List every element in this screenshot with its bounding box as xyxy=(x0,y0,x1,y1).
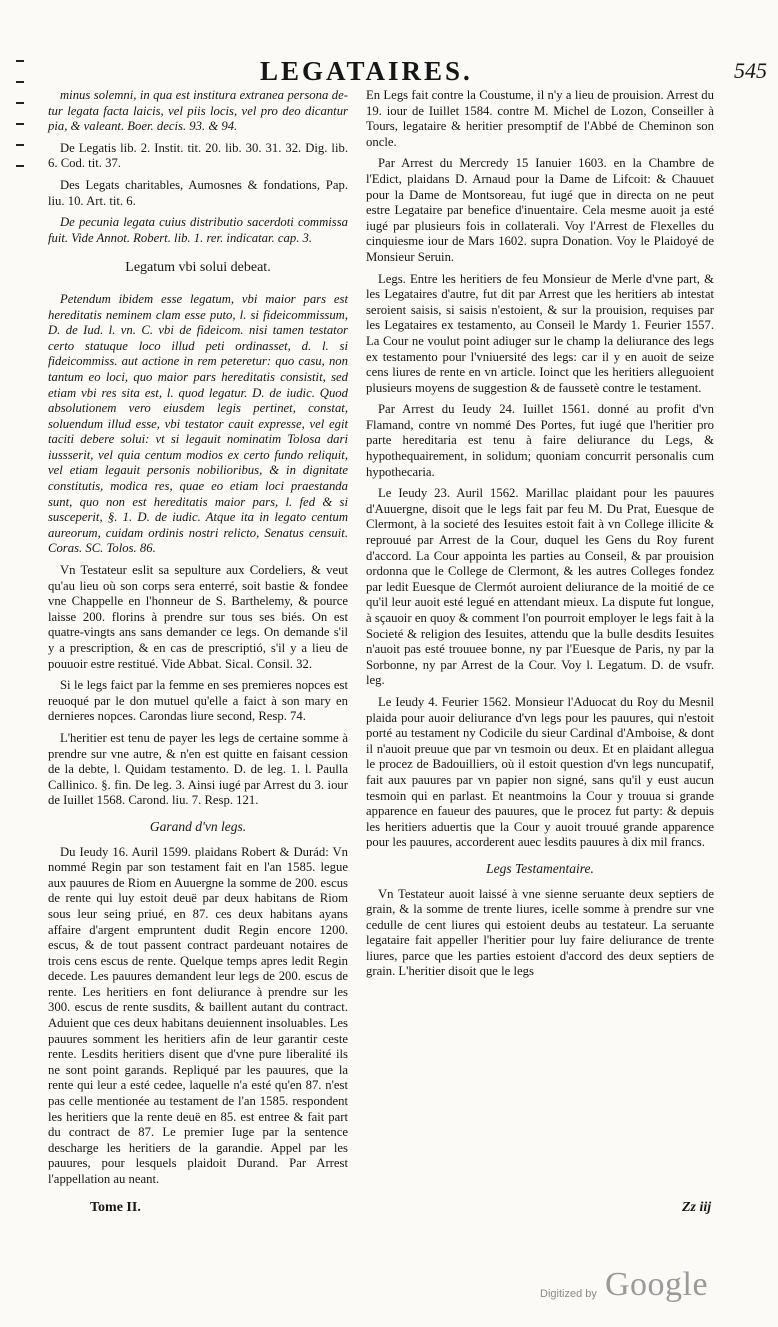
page-header xyxy=(0,52,778,86)
section-heading: Legatum vbi solui debeat. xyxy=(125,260,271,276)
latin-paragraph: De pecunia legata cuius distributio sacerdoti commissa fuit. Vide Annot. Robert. lib. 1. rer. indicatar. cap. 3. xyxy=(48,215,348,245)
left-column xyxy=(48,88,348,1194)
paragraph: L'heritier est tenu de payer les legs de certaine somme à prendre sur vne autre, & n'en est quitte en faisant cession de la debte, l. Quidam testamento. D. de leg. 1. l. Paulla Callinico. §. fin. De leg. 3. Ainsi iugé par Arrest du 3. iour de Iuillet 1568. Carond. liu. 7. Resp. 121. xyxy=(48,730,348,808)
margin-mark xyxy=(16,144,24,146)
margin-marks xyxy=(6,60,30,190)
margin-mark xyxy=(16,102,24,104)
paragraph: De Legatis lib. 2. Instit. tit. 20. lib. 30. 31. 32. Dig. lib. 6. Cod. tit. 37. xyxy=(48,140,348,171)
google-logo: Google xyxy=(605,1266,709,1303)
running-head: LEGATAIRES. xyxy=(260,56,473,86)
paragraph: Du Ieudy 16. Auril 1599. plaidans Robert & Durád: Vn nommé Regin par son testament fait en l'an 1585. legue aux pauures de Riom en Auuergne la somme de 200. escus de rente qui luy estoit deuë par deux habitans de Riom sous leur seing priué, en 87. ces deux habitans ayans affaire d'argent empruntent dudit Regin encore 1200. escus, & de tout passent contract pardeuant notaires de trois cens escus de rente. Quelque temps apres ledit Regin decede. Les pauures demandent leur legs de 200. escus de rente. Les heritiers en font deliurance à prendre sur les 300. escus de rente susdits, & baillent autant du contract. Aduient que ces deux habitans deuiennent insoluables. Les pauures somment les heritiers afin de leur garantir ceste rente. Lesdits heritiers disent que d'vne pure liberalité ils ne sont point garands. Repliqué par les pauures, que la rente qui leur a esté cedee, laquelle n'a esté qu'en 87. n'est pas celle mentionée au testament de l'an 1585. respondent les heritiers que la rente deuë en 85. est entree & fait part du contract de 87. Le premier Iuge par la sentence descharge les heritiers de la garandie. Appel par les pauures, pour lesquels plaidoit Durand. Par Arrest l'appellation au neant. xyxy=(48,844,348,1186)
paragraph: Par Arrest du Mercredy 15 Ianuier 1603. en la Chambre de l'Edict, plaidans D. Arnaud pour la Dame de Lifcoit: & Chauuet pour la Dame de Montsoreau, fut iugé que in directa on ne peut estre Legataire par benefice d'inuentaire. Cela mesme auoit ja esté iugé par plusieurs fois in collaterali. Voy l'Arrest de Flexelles du cinquiesme iour de Mars 1602. supra Donation. Voy le Plaidoyé de Monsieur Seruin. xyxy=(366,156,714,264)
paragraph: En Legs fait contre la Coustume, il n'y a lieu de prouision. Arrest du 19. iour de Iuillet 1584. contre M. Michel de Lozon, Conseiller à Tours, legataire & heritier presomptif de l'Abbé de Cheminon son oncle. xyxy=(366,88,714,149)
volume-label: Tome II. xyxy=(90,1200,141,1215)
latin-paragraph: Petendum ibidem esse legatum, vbi maior pars est hereditatis neminem clam esse puto, l. si fideicommissum, D. de Iud. l. vn. C. vbi de fideicom. nisi tamen testator certo statuque loco illud peti ordinasset, d. l. si fideicommiss. aut actione in rem peteretur: quo casu, non tantum eo loci, quo maior pars hereditatis consistit, sed etiam vbi res sita est, l. quod legatur. D. de iudic. Quod absolutionem vero eiusdem legis pertinet, constat, soluendum illud esse, vbi testator cauit expresse, vel egit taciti debere solui: vt si legauit nominatim Tolosa dari iussserit, vel quia centum modios ex certo fundo reliquit, vel etiam legauit personis nobilioribus, & in dignitate constitutis, modica res, quae eo etiam loci praestanda sunt, quo non est hereditatis maior pars, l. fed & si susceperit, §. 1. D. de iudic. Atque ita in legato centum aureorum, cuidam ordinis nostri relicto, Senatus censuit. Coras. SC. Tolos. 86. xyxy=(48,291,348,556)
paragraph: Le Ieudy 4. Feurier 1562. Monsieur l'Aduocat du Roy du Mesnil plaida pour auoir deliurance d'vn legs pour les pauures, qui n'estoit porté au testament ny Codicile du sieur Cardinal d'Amboise, & dont il n'auoit preuue que par vn tesmoin ou deux. Et en plaidant allegua le procez de Badouilliers, où il estoit question d'vn legs nuncupatif, fait aux pauures par vn papier non signé, sans qu'il y eust aucun tesmoin qui en parlast. Et neantmoins la Cour y trouua si grande apparence en faueur des pauures, que le procez fut party: & depuis les heritiers aduertis que la Cour y auoit trouué grande apparence pour les pauures, accorderent auec lesdits pauures à dix mil francs. xyxy=(366,694,714,850)
paragraph: Par Arrest du Ieudy 24. Iuillet 1561. donné au profit d'vn Flamand, contre vn nommé Des Portes, fut iugé que l'heritier pro parte hereditaria est tenu à faire deliurance du Legs, & hypothequairement, in solidum; quoniam concurrit personalis cum hypothecaria. xyxy=(366,402,714,479)
paragraph: Vn Testateur auoit laissé à vne sienne seruante deux septiers de grain, & la somme de trente liures, icelle somme à prendre sur vne cedulle de cent liures qui estoient deubs au testateur. La seruante legataire fait appeller l'heritier pour luy faire deliurance de trente liures, parce que les parties estoient d'accord des deux septiers de grain. L'heritier disoit que le legs xyxy=(366,886,714,979)
margin-mark xyxy=(16,123,24,125)
paragraph: Si le legs faict par la femme en ses premieres nopces est reuoqué par le don mutuel qu'elle a faict à son mary en dernieres nopces. Carondas liure second, Resp. 74. xyxy=(48,678,348,724)
latin-paragraph: minus solemni, in qua est institura extranea persona de- tur legata facta laicis, vel piis locis, vel pro deo dicantur pia, & valeant. Boer. decis. 93. & 94. xyxy=(48,88,348,134)
right-column xyxy=(366,88,714,986)
digitized-by-label: Digitized by xyxy=(540,1288,597,1300)
margin-mark xyxy=(16,165,24,167)
margin-mark xyxy=(16,81,24,83)
paragraph: Vn Testateur eslit sa sepulture aux Cordeliers, & veut qu'au lieu où son corps sera enterré, soit bastie & fondee vne Chappelle en l'honneur de S. Barthelemy, & pource laisse 200. florins à prendre sur tous ses biés. On est quatre-vingts ans sans demander ce legs. On demande s'il y a prescription, & en cas de prescriptió, s'il y a lieu de pouuoir estre restitué. Vide Abbat. Sical. Consil. 32. xyxy=(48,563,348,671)
paragraph: Legs. Entre les heritiers de feu Monsieur de Merle d'vne part, & les Legataires d'autre, fut dit par Arrest que les heritiers ab intestat seroient saisis, si saisis n'estoient, & sur la prouision, requises par les Legataires ex testamento, au Conseil le Mardy 1. Feurier 1557. La Cour ne voulut point adiuger sur le champ la deliurance des legs ex testamento pour l'vniuersité des legs: car il y en auoit de seize cens liures de rente en vn article. Ioinct que les heritiers alleguoient plusieurs moyens de suggestion & de faussetè contre le testament. xyxy=(366,271,714,395)
paragraph: Des Legats charitables, Aumosnes & fondations, Pap. liu. 10. Art. tit. 6. xyxy=(48,177,348,208)
page-footer xyxy=(0,1200,778,1240)
signature-mark: Zz iij xyxy=(682,1200,712,1215)
page-number: 545 xyxy=(734,58,767,83)
section-heading: Garand d'vn legs. xyxy=(149,818,247,834)
paragraph: Le Ieudy 23. Auril 1562. Marillac plaidant pour les pauures d'Auuergne, disoit que le legs fait par feu M. Du Prat, Euesque de Clermont, à la societé des Iesuites estoit fait à vn College illicite & reprouué par Arrest de la Cour, duquel les Gens du Roy furent d'accord. La Cour appointa les parties au Conseil, & par prouision ordonna que le College de Clermont, & les autres Colleges fondez par ledit Euesque de Clermót auroient deliurance de la moitié de ce qu'il leur auoit esté legué en attendant mieux. La dispute fut longue, à sçauoir en quoy & comment l'on pourroit employer le legs fait à la Societé & religion des Iesuites, attendu que la bulle desdits Iesuites n'auoit pas esté trouuee bonne, ny par l'Euesque de Paris, ny par la Sorbonne, ny par Arrest de la Cour. Voy l. Legatum. D. de vsufr. leg. xyxy=(366,486,714,688)
section-heading: Legs Testamentaire. xyxy=(486,860,594,876)
margin-mark xyxy=(16,60,24,62)
